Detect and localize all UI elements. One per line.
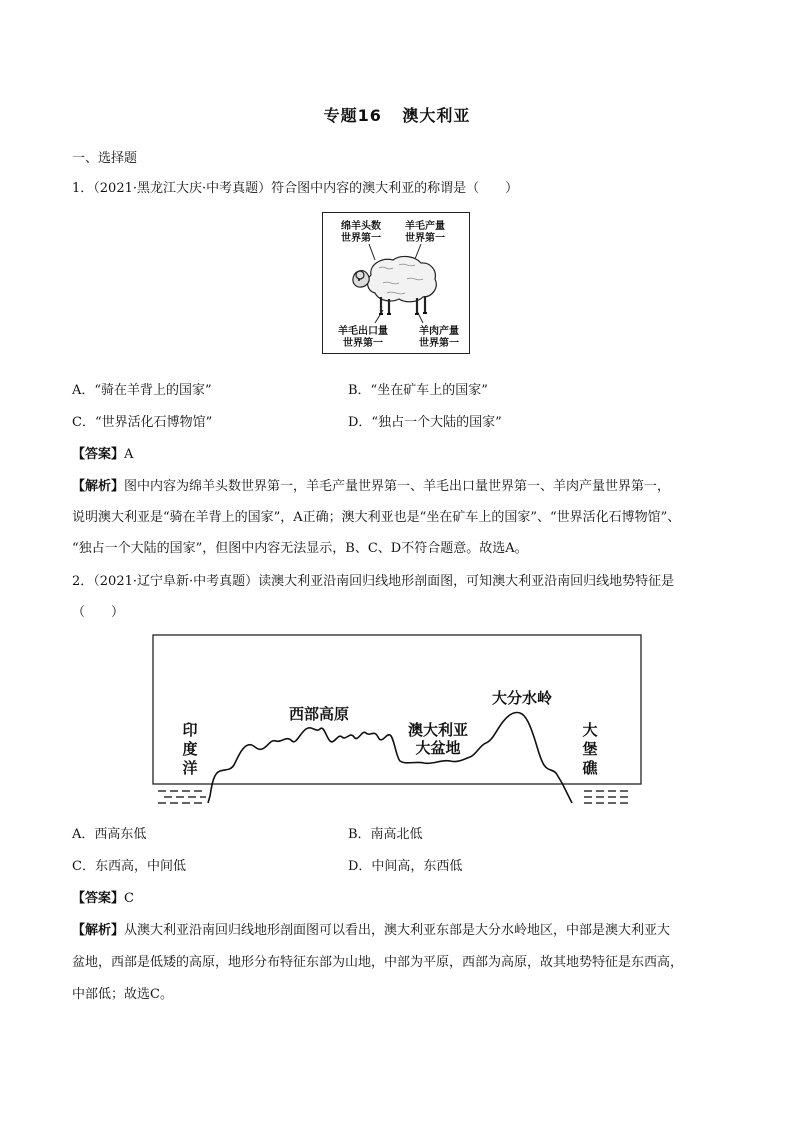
q2-analysis-line-3: 中部低；故选C。 bbox=[72, 987, 173, 1002]
label-wool-output-2: 世界第一 bbox=[405, 233, 445, 244]
q2-answer-tag: 【答案】 bbox=[72, 891, 125, 906]
q1-answer-value: A bbox=[124, 447, 134, 462]
q1-option-c: C．“世界活化石博物馆” bbox=[72, 415, 213, 430]
label-great-basin-2: 大盆地 bbox=[415, 739, 461, 757]
label-indian-ocean-3: 洋 bbox=[182, 759, 198, 777]
label-barrier-reef-3: 礁 bbox=[582, 759, 598, 777]
q2-analysis-tag: 【解析】 bbox=[72, 923, 125, 938]
question-2-stem: 2．（2021·辽宁阜新·中考真题）读澳大利亚沿南回归线地形剖面图，可知澳大利亚沿南回归线地势特征是 bbox=[72, 574, 675, 589]
label-wool-export-1: 羊毛出口量 bbox=[338, 326, 388, 337]
label-sheep-count-1: 绵羊头数 bbox=[341, 221, 381, 232]
q1-analysis-line-3: “独占一个大陆的国家”，但图中内容无法显示，B、C、D不符合题意。故选A。 bbox=[72, 541, 528, 556]
question-1-stem: 1．（2021·黑龙江大庆·中考真题）符合图中内容的澳大利亚的称谓是（ ） bbox=[72, 181, 519, 196]
q2-analysis-text-1: 从澳大利亚沿南回归线地形剖面图可以看出，澳大利亚东部是大分水岭地区，中部是澳大利亚大 bbox=[124, 923, 671, 938]
q2-answer bbox=[72, 887, 732, 906]
q2-answer-value: C bbox=[124, 891, 134, 906]
q1-option-b: B．“坐在矿车上的国家” bbox=[348, 383, 488, 398]
q2-option-d: D．中间高，东西低 bbox=[348, 859, 463, 874]
label-barrier-reef-2: 堡 bbox=[582, 740, 598, 758]
q1-analysis-line-2: 说明澳大利亚是“骑在羊背上的国家”，A正确；澳大利亚也是“坐在矿车上的国家”、“世界活化石博物馆”、 bbox=[72, 510, 681, 525]
label-western-plateau: 西部高原 bbox=[288, 705, 350, 723]
terrain-profile-figure bbox=[150, 633, 646, 817]
label-great-dividing-range: 大分水岭 bbox=[491, 689, 553, 707]
sheep-illustration bbox=[323, 213, 469, 353]
indian-ocean-water bbox=[158, 791, 206, 803]
q1-analysis-tag: 【解析】 bbox=[72, 479, 125, 494]
q1-analysis-text-1: 图中内容为绵羊头数世界第一，羊毛产量世界第一、羊毛出口量世界第一、羊肉产量世界第一， bbox=[124, 479, 671, 494]
label-barrier-reef-1: 大 bbox=[582, 721, 598, 739]
pacific-water bbox=[584, 791, 628, 803]
q1-analysis-line-1 bbox=[72, 475, 732, 494]
q2-analysis-line-2: 盆地，西部是低矮的高原，地形分布特征东部为山地，中部为平原，西部为高原，故其地势特征是东西高， bbox=[72, 955, 684, 970]
label-mutton-output-1: 羊肉产量 bbox=[419, 326, 459, 337]
label-indian-ocean-2: 度 bbox=[182, 740, 198, 758]
label-indian-ocean-1: 印 bbox=[182, 721, 198, 739]
page-title: 专题16 澳大利亚 bbox=[323, 106, 471, 125]
sheep-icon bbox=[353, 256, 436, 314]
label-sheep-count-2: 世界第一 bbox=[341, 233, 381, 244]
q2-option-b: B．南高北低 bbox=[348, 827, 423, 842]
q1-option-a: A．“骑在羊背上的国家” bbox=[72, 383, 212, 398]
q2-option-c: C．东西高，中间低 bbox=[72, 859, 186, 874]
label-great-basin-1: 澳大利亚 bbox=[407, 721, 469, 739]
q1-option-d: D．“独占一个大陆的国家” bbox=[348, 415, 502, 430]
label-mutton-output-2: 世界第一 bbox=[419, 338, 459, 349]
q1-answer-tag: 【答案】 bbox=[72, 447, 125, 462]
terrain-profile bbox=[150, 633, 646, 813]
q2-analysis-line-1 bbox=[72, 919, 732, 938]
q1-answer bbox=[72, 443, 732, 462]
q2-option-a: A．西高东低 bbox=[72, 827, 147, 842]
question-2-paren: （ ） bbox=[72, 605, 125, 620]
sheep-figure bbox=[322, 212, 470, 354]
label-wool-export-2: 世界第一 bbox=[343, 338, 383, 349]
section-heading: 一、选择题 bbox=[72, 151, 138, 166]
label-wool-output-1: 羊毛产量 bbox=[405, 221, 445, 232]
